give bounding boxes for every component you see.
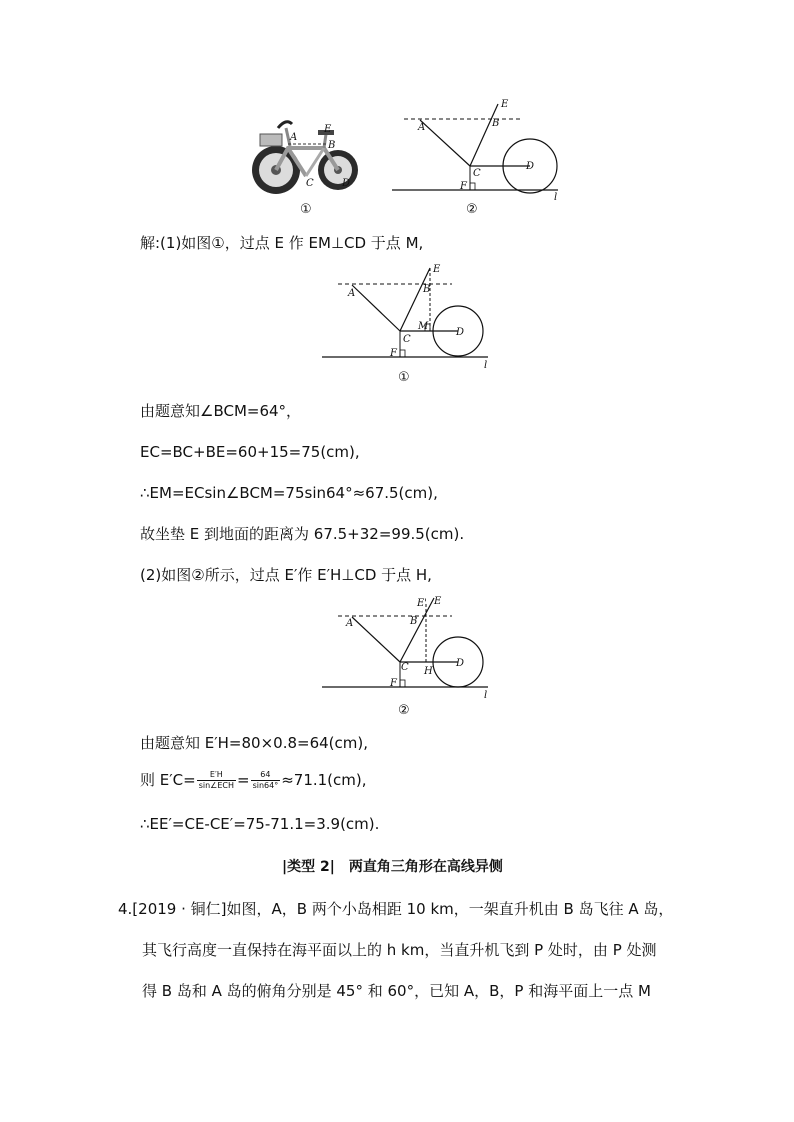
fig2-label-F: F xyxy=(460,181,467,192)
bicycle-figure xyxy=(248,108,364,198)
solution-line-2: 由题意知∠BCM=64°， xyxy=(140,402,302,420)
solution-line-4: ∴EM=ECsin∠BCM=75sin64°≈67.5(cm), xyxy=(140,484,438,502)
fig2-label-D: D xyxy=(526,161,535,172)
solution-line-6: (2)如图②所示，过点 E′作 E′H⊥CD 于点 H, xyxy=(140,566,432,584)
sol2-label-H: H xyxy=(424,666,433,677)
bike-label-C: C xyxy=(306,178,314,189)
sol2-label-E: E xyxy=(434,596,442,607)
sol-fig1-caption: ① xyxy=(398,370,410,385)
fraction-2-numerator: 64 xyxy=(251,770,281,781)
fraction-equals: = xyxy=(237,771,250,789)
solution-figure-2 xyxy=(320,594,500,700)
sol2-label-C: C xyxy=(401,662,409,673)
problem-line-1: 4.[2019 · 铜仁]如图，A，B 两个小岛相距 10 km，一架直升机由 B 岛飞往 A 岛， xyxy=(118,900,674,918)
fraction-1-numerator: E′H xyxy=(197,770,236,781)
solution-line-7: 由题意知 E′H=80×0.8=64(cm), xyxy=(140,734,368,752)
sol1-label-A: A xyxy=(348,288,356,299)
geometry-figure-2 xyxy=(390,98,570,208)
sol1-label-F: F xyxy=(390,348,397,359)
sol1-label-M: M xyxy=(418,321,429,332)
bike-label-D: D xyxy=(342,178,351,189)
fig1-caption: ① xyxy=(300,202,312,217)
solution-line-9: ∴EE′=CE-CE′=75-71.1=3.9(cm). xyxy=(140,815,380,833)
sol2-label-B: B xyxy=(410,616,418,627)
line8-prefix: 则 E′C= xyxy=(140,771,196,789)
problem-line-2: 其飞行高度一直保持在海平面以上的 h km，当直升机飞到 P 处时，由 P 处测 xyxy=(142,941,657,959)
sol2-label-D: D xyxy=(456,658,465,669)
solution-line-3: EC=BC+BE=60+15=75(cm), xyxy=(140,443,360,461)
solution-line-1: 解:(1)如图①，过点 E 作 EM⊥CD 于点 M, xyxy=(140,234,424,252)
bike-label-B: B xyxy=(328,140,336,151)
line8-suffix: ≈71.1(cm), xyxy=(281,771,367,789)
fraction-1-denominator: sin∠ECH xyxy=(198,781,234,790)
sol1-label-E: E xyxy=(433,264,441,275)
fig2-label-E: E xyxy=(501,99,509,110)
fig2-label-B: B xyxy=(492,118,500,129)
sol1-label-C: C xyxy=(403,334,411,345)
fig2-label-C: C xyxy=(473,168,481,179)
sol1-label-B: B xyxy=(423,284,431,295)
fraction-2-denominator: sin64° xyxy=(252,781,279,790)
sol2-label-Eprime: E' xyxy=(417,598,428,609)
sol2-label-F: F xyxy=(390,678,397,689)
fraction-1 xyxy=(197,770,236,791)
section-heading: |类型 2| 两直角三角形在高线异侧 xyxy=(282,859,503,875)
fig2-caption: ② xyxy=(466,202,478,217)
solution-line-8 xyxy=(140,770,367,791)
fig2-label-A: A xyxy=(418,122,426,133)
problem-line-3: 得 B 岛和 A 岛的俯角分别是 45° 和 60°，已知 A，B，P 和海平面上一点 M xyxy=(142,982,651,1000)
sol-fig2-caption: ② xyxy=(398,703,410,718)
bike-label-A: A xyxy=(290,132,298,143)
sol2-label-l: l xyxy=(484,690,488,700)
solution-figure-1 xyxy=(320,262,500,372)
bike-label-E: E xyxy=(324,124,332,135)
sol2-label-A: A xyxy=(346,618,354,629)
fig2-label-l: l xyxy=(554,192,558,203)
sol1-label-D: D xyxy=(456,327,465,338)
solution-line-5: 故坐垫 E 到地面的距离为 67.5+32=99.5(cm). xyxy=(140,525,465,543)
fraction-2 xyxy=(251,770,281,791)
sol1-label-l: l xyxy=(484,360,488,371)
